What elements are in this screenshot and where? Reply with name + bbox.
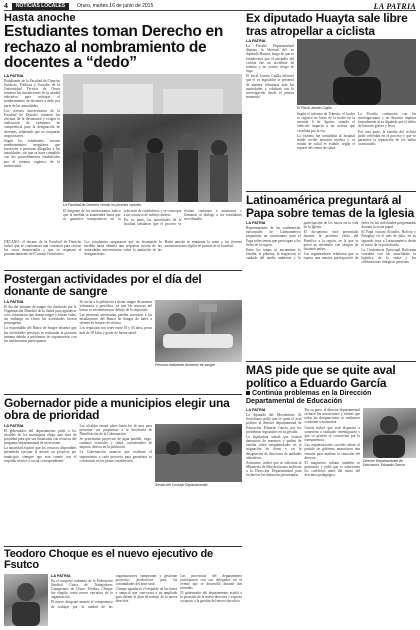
story-paragraph: Se invita a la población a donar sangre de manera voluntaria y periódica, ya que las reservas del banco se encuentran por debajo de lo requerido. bbox=[79, 299, 152, 312]
story-subhead-text: Continúa problemas en la Dirección Departamental de Educación bbox=[246, 390, 372, 405]
story-paragraph: La Gobernación anunció que realizará el seguimiento a cada proyecto para garantizar su conclusión en los plazos establecidos. bbox=[79, 450, 152, 463]
story-caption: El Fiscal Jacinto Cajilla bbox=[297, 106, 332, 110]
divider bbox=[4, 394, 242, 395]
meeting-photo-icon bbox=[155, 424, 242, 482]
story-body bbox=[4, 300, 152, 392]
story-subhead bbox=[246, 390, 416, 406]
story-body bbox=[51, 574, 242, 628]
story-paragraph: Los estudiantes aseguraron que no levantarán la medida hasta obtener una respuesta escrita de las autoridades universitarias sobre la anulación de las designaciones. bbox=[84, 239, 162, 256]
story-paragraph: El gobernador del departamento pidió a los alcaldes de los municipios elegir una obra de prioridad para que sea financiada con recursos del programa departamental de inversiones. bbox=[4, 428, 77, 446]
story-paragraph: Por otra parte, la familia del ciclista pidió celeridad en el proceso y que se garantice la reparación de los daños ocasionados. bbox=[358, 129, 416, 147]
story-paragraph: Según los estudiantes, existen nombramientos irregulares que favorecen a personas allegadas a las autoridades, sin que se haya cumplido con los procedimientos establecidos por el estatuto orgánico de la universidad. bbox=[4, 138, 60, 168]
story-caption: La Facultad de Derecho cercan los jóvenes varones bbox=[63, 202, 142, 207]
story-paragraph: Representantes de las conferencias episcopales de Latinoamérica prepararán un cuestionario para el Papa sobre temas que preocupan a los fieles de la región. bbox=[246, 226, 301, 247]
story-caption: Persona realizando donación de sangre bbox=[155, 362, 215, 367]
portrait-photo-icon bbox=[4, 574, 48, 626]
story-byline: LA PATRIA bbox=[4, 299, 24, 304]
right-column bbox=[246, 12, 416, 604]
story-paragraph: El magisterio urbano también se pronunció y pidió que se solucionen los conflictos antes del inicio del descanso pedagógico. bbox=[304, 460, 360, 478]
story-byline: LA PATRIA bbox=[246, 408, 266, 412]
story-body-intro bbox=[4, 74, 60, 237]
page-header bbox=[4, 2, 416, 11]
story-body-cont bbox=[63, 209, 242, 238]
story-huayta bbox=[246, 12, 416, 189]
story-byline: LA PATRIA bbox=[4, 73, 24, 78]
story-paragraph: Los organizadores señalaron que se espera una masiva participación de fieles en las actividades programadas durante la visita papal. bbox=[303, 221, 416, 261]
story-paragraph: La Fiscalía continuará con las investigaciones y no descarta imputar formalmente al ex diputado por el delito de lesiones graves y leves. bbox=[358, 112, 416, 129]
story-photo-fiscal bbox=[297, 39, 416, 105]
story-body bbox=[246, 221, 416, 359]
story-body-intro bbox=[246, 39, 294, 189]
story-paragraph: Los requisitos son tener entre 18 y 65 años, pesar más de 50 kilos y gozar de buena salud. bbox=[79, 326, 152, 335]
story-paragraph: Por su parte, las autoridades de la facultad señalaron que el proceso se realizó conforme a normativa y llamaron al diálogo a los estudiantes movilizados. bbox=[123, 208, 242, 226]
story-donante bbox=[4, 273, 242, 392]
story-caption: Director Departamental de Educación, Eduardo García bbox=[363, 459, 405, 467]
story-headline: Latinoamérica preguntará al Papa sobre temas de la Iglesia bbox=[246, 193, 415, 220]
story-body bbox=[246, 408, 360, 604]
story-byline: LA PATRIA bbox=[246, 39, 266, 43]
story-photo-donor bbox=[155, 300, 242, 362]
bullet-icon bbox=[246, 391, 250, 395]
story-papa bbox=[246, 194, 416, 359]
story-paragraph: El Papa visitará Ecuador, Bolivia y Paraguay en el mes de julio, en su segundo viaje a Latinoamérica desde el inicio de su pontificado. bbox=[361, 230, 416, 247]
story-body-cont bbox=[297, 112, 416, 188]
story-paragraph: Entre los temas se encuentran la familia, la pobreza, la migración, el cuidado del medio ambiente y la participación de los laicos en la vida de la Iglesia. bbox=[246, 221, 359, 261]
story-body bbox=[4, 424, 152, 544]
story-photo-choque bbox=[4, 574, 48, 626]
story-body-end bbox=[4, 240, 242, 268]
divider bbox=[246, 191, 416, 192]
story-fsutco bbox=[4, 549, 242, 628]
story-paragraph: La responsable del Banco de Sangre informó que las actividades previstas se realizarán la próxima semana debido a problemas de organización con las instituciones participantes. bbox=[4, 326, 77, 343]
story-paragraph: Los alcaldes tienen plazo hasta fin de mes para presentar sus propuestas a la Secretaría de Planificación de la Gobernación. bbox=[79, 423, 152, 436]
story-paragraph: El dirigente de los universitarios indicó que la medida se mantendrá hasta que se garantice transparencia en la selección de catedráticos y se convoque a un concurso de méritos abierto. bbox=[63, 208, 182, 221]
story-paragraph: La víctima fue trasladada al hospital donde recibe atención médica y su estado de salud es estable, según el reporte del centro de salud. bbox=[297, 133, 355, 151]
masthead: LA PATRIA bbox=[373, 1, 416, 11]
story-headline: Estudiantes toman Derecho en rechazo al nombramiento de docentes a “dedo” bbox=[4, 23, 223, 71]
story-paragraph: Hasta anoche se mantenía la toma y los jóvenes anunciaron una vigilia en puertas de la facultad. bbox=[164, 239, 242, 248]
story-paragraph: Los jóvenes universitarios de la Facultad de Derecho tomaron las oficinas de la decanatura y exigen la realización de exámenes de competencia para la designación de docentes, señalando que no aceptarán imposiciones. bbox=[4, 108, 60, 138]
story-paragraph: En el congreso ordinario de la Federación Sindical Única de Trabajadores Campesinos de Oruro, Teodoro Choque fue elegido como nuevo ejecutivo de la organización. bbox=[51, 578, 113, 600]
portrait-photo-icon bbox=[297, 39, 416, 105]
story-paragraph: La legisladora señaló que existen denuncias de maestros y padres de familia sobre irregularidades en la asignación de ítems y en la designación de directores de unidades educativas. bbox=[246, 434, 302, 460]
story-headline: Ex diputado Huayta sale libre tras atropellar a ciclista bbox=[246, 11, 408, 38]
story-headline: Teodoro Choque es el nuevo ejecutivo de Fsutco bbox=[4, 547, 213, 571]
story-paragraph: Las organizaciones sociales afines al partido de gobierno anunciaron una reunión para analizar la situación del director. bbox=[304, 443, 360, 460]
story-paragraph: Las provincias del departamento participaron con sus delegados en el evento que se desarrolló durante dos jornadas. bbox=[180, 573, 242, 590]
story-paragraph: El gobernador del departamento asistió a la posesión de la nueva directiva y expresó su apoyo a la gestión del nuevo ejecutivo. bbox=[180, 591, 242, 604]
story-paragraph: La autoridad explicó que los recursos disponibles permitirán ejecutar al menos un proyecto por municipio, siempre que este cuente con el respaldo técnico y social correspondiente. bbox=[4, 446, 77, 463]
story-paragraph: Choque agradeció el respaldo de las bases y anunció que convocará a un ampliado para definir el plan de trabajo de la nueva directiva. bbox=[115, 586, 178, 604]
story-photo-council bbox=[155, 424, 242, 482]
story-byline: LA PATRIA bbox=[4, 423, 24, 428]
page-number: 4 bbox=[4, 2, 8, 10]
divider bbox=[4, 270, 242, 271]
divider bbox=[4, 546, 242, 547]
story-paragraph: El fiscal Jacinto Cajilla informó que el ex legislador se presentó de manera voluntaria ante las autoridades y colaboró con la investigación desde el primer momento. bbox=[246, 74, 294, 100]
story-paragraph: Según el informe de Tránsito, el hecho se registró en horas de la noche en la avenida 6 de Agosto, cuando el vehículo impactó a un ciclista que circulaba por la vía. bbox=[297, 112, 355, 133]
story-headline: Gobernador pide a municipios elegir una obra de prioridad bbox=[4, 395, 230, 422]
story-paragraph: La Fiscalía Departamental dispuso la libertad del ex diputado Huayta, luego de que se estableciera que el atropello del ciclista fue un accidente de tránsito y no existía riesgo de fuga. bbox=[246, 44, 294, 74]
story-paragraph: Por su parte, el director departamental rechazó las acusaciones y afirmó que todas las designaciones se realizaron conforme a normativa. bbox=[304, 408, 360, 425]
left-column bbox=[4, 12, 242, 628]
story-kicker: Hasta anoche bbox=[4, 12, 76, 24]
story-paragraph: DECANO: el decano de la Facultad de Derecho indicó que se conformará una comisión para revisar los casos denunciados y que se respetará el pronunciamiento del Consejo Facultativo. bbox=[4, 239, 82, 256]
story-mas bbox=[246, 364, 416, 604]
story-gobernador bbox=[4, 397, 242, 544]
story-headline: MAS pide que se quite aval político a Eduardo García bbox=[246, 363, 396, 390]
donation-photo-icon bbox=[155, 300, 242, 362]
story-photo-students bbox=[63, 74, 242, 202]
story-paragraph: El nuevo dirigente asumió el compromiso de trabajar por la unidad de las organizaciones campesinas y gestionar proyectos productivos para las comunidades del área rural. bbox=[51, 573, 178, 609]
divider bbox=[246, 361, 416, 362]
story-paragraph: El documento será presentado durante la próxima visita del Pontífice a la región, en la que se prevé un encuentro con obispos de distintos países. bbox=[303, 230, 359, 251]
story-paragraph: Las personas interesadas pueden acercarse a las instalaciones del Banco de Sangre de lunes a viernes en horario de oficina. bbox=[79, 312, 152, 326]
story-byline: LA PATRIA bbox=[246, 221, 266, 225]
story-paragraph: Asimismo, indicó que se solicitará al Ministerio de Educación una auditoría a la Dirección Departamental para esclarecer las denuncias presentadas. bbox=[246, 460, 302, 478]
portrait-photo-icon bbox=[363, 408, 416, 458]
story-photo-garcia bbox=[363, 408, 416, 458]
story-paragraph: La diputada del Movimiento Al Socialismo pidió que se quite el aval político al director departamental de Educación, Eduardo García, por los problemas registrados en su gestión. bbox=[246, 413, 302, 434]
story-byline: LA PATRIA bbox=[51, 573, 71, 578]
story-paragraph: García indicó que está dispuesto a someterse a cualquier investigación y que su gestión se caracteriza por la transparencia. bbox=[304, 425, 360, 443]
story-estudiantes bbox=[4, 12, 242, 268]
crowd-photo-icon bbox=[63, 74, 242, 202]
story-paragraph: Se priorizarán proyectos de agua potable, riego, caminos vecinales y salud, considerados de impacto directo en la población. bbox=[79, 436, 152, 450]
section-label: NOTICIAS LOCALES bbox=[12, 3, 69, 10]
story-paragraph: El día del donante de sangre fue instituido por la Organización Mundial de la Salud para agradecer a los voluntarios que donan sangre y salvan vidas, sin embargo en Oruro las actividades fueron postergadas. bbox=[4, 304, 77, 326]
story-caption: Sesión del Consejo Departamental bbox=[155, 482, 208, 487]
story-paragraph: Estudiantes de la Facultad de Ciencias Jurídicas, Políticas y Sociales de la Universidad Técnica de Oruro tomaron las instalaciones de su unidad educativa para rechazar el nombramiento de docentes a dedo por parte de las autoridades. bbox=[4, 78, 60, 108]
story-paragraph: La Conferencia Episcopal Boliviana coordina con las autoridades la logística de la visita y las celebraciones litúrgicas previstas. bbox=[361, 247, 416, 265]
dateline: Oruro, martes 16 de junio de 2015 bbox=[77, 3, 154, 9]
story-headline: Postergan actividades por el día del donante de sangre bbox=[4, 271, 202, 298]
